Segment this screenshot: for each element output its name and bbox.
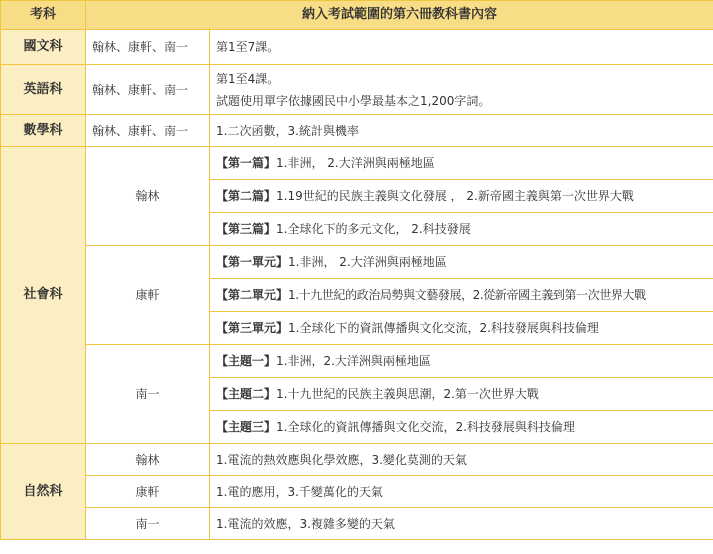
- social-item: [210, 378, 713, 411]
- english-row: [1, 65, 713, 115]
- unit-tag: 【第二單元】: [216, 288, 289, 302]
- science-content: 1.電的應用，3.千變萬化的天氣: [210, 476, 713, 508]
- science-subject: 自然科: [1, 444, 86, 540]
- unit-tag: 【主題三】: [216, 420, 277, 434]
- math-subject: 數學科: [1, 115, 86, 147]
- unit-text: 1.非洲， 2.大洋洲與兩極地區: [276, 156, 435, 170]
- social-publisher-nanyi: 南一: [86, 345, 210, 444]
- social-row: [1, 147, 713, 180]
- unit-text: 1.非洲，2.大洋洲與兩極地區: [276, 354, 431, 368]
- unit-tag: 【第三篇】: [216, 222, 277, 236]
- unit-text: 1.十九世紀的民族主義與思潮，2.第一次世界大戰: [276, 387, 539, 401]
- science-publisher: 康軒: [86, 476, 210, 508]
- unit-text: 1.全球化下的資訊傳播與文化交流，2.科技發展與科技倫理: [288, 321, 599, 335]
- social-publisher-kangxuan: 康軒: [86, 246, 210, 345]
- unit-text: 1.19世紀的民族主義與文化發展 ， 2.新帝國主義與第一次世界大戰: [276, 189, 634, 203]
- unit-tag: 【第一篇】: [216, 156, 277, 170]
- social-subject: 社會科: [1, 147, 86, 444]
- header-content: 納入考試範圍的第六冊教科書內容: [86, 1, 713, 30]
- social-item: [210, 147, 713, 180]
- chinese-row: [1, 30, 713, 65]
- unit-tag: 【第三單元】: [216, 321, 289, 335]
- science-content: 1.電流的熱效應與化學效應，3.變化莫測的天氣: [210, 444, 713, 476]
- unit-text: 1.十九世紀的政治局勢與文藝發展，2.從新帝國主義到第一次世界大戰: [288, 288, 646, 302]
- unit-text: 1.全球化下的多元文化， 2.科技發展: [276, 222, 471, 236]
- science-row: [1, 444, 713, 476]
- unit-tag: 【主題二】: [216, 387, 277, 401]
- unit-tag: 【第一單元】: [216, 255, 289, 269]
- science-publisher: 南一: [86, 508, 210, 540]
- english-publishers: 翰林、康軒、南一: [86, 65, 210, 115]
- social-row: [1, 345, 713, 378]
- unit-text: 1.非洲， 2.大洋洲與兩極地區: [288, 255, 447, 269]
- header-row: [1, 1, 713, 30]
- social-item: [210, 180, 713, 213]
- unit-tag: 【第二篇】: [216, 189, 277, 203]
- social-item: [210, 411, 713, 444]
- math-publishers: 翰林、康軒、南一: [86, 115, 210, 147]
- social-item: [210, 279, 713, 312]
- science-content: 1.電流的效應，3.複雜多變的天氣: [210, 508, 713, 540]
- chinese-content: 第1至7課。: [210, 30, 713, 65]
- english-line-1: 第1至4課。: [216, 71, 280, 86]
- science-publisher: 翰林: [86, 444, 210, 476]
- social-item: [210, 246, 713, 279]
- science-row: [1, 508, 713, 540]
- math-content: 1.二次函數，3.統計與機率: [210, 115, 713, 147]
- unit-tag: 【主題一】: [216, 354, 277, 368]
- social-row: [1, 246, 713, 279]
- chinese-subject: 國文科: [1, 30, 86, 65]
- social-item: [210, 213, 713, 246]
- english-line-2: 試題使用單字依據國民中小學最基本之1,200字詞。: [216, 93, 491, 108]
- social-item: [210, 345, 713, 378]
- unit-text: 1.全球化的資訊傳播與文化交流，2.科技發展與科技倫理: [276, 420, 575, 434]
- chinese-publishers: 翰林、康軒、南一: [86, 30, 210, 65]
- header-subject: 考科: [1, 1, 86, 30]
- science-row: [1, 476, 713, 508]
- social-publisher-hanlin: 翰林: [86, 147, 210, 246]
- english-subject: 英語科: [1, 65, 86, 115]
- social-item: [210, 312, 713, 345]
- math-row: [1, 115, 713, 147]
- english-content: [210, 65, 713, 115]
